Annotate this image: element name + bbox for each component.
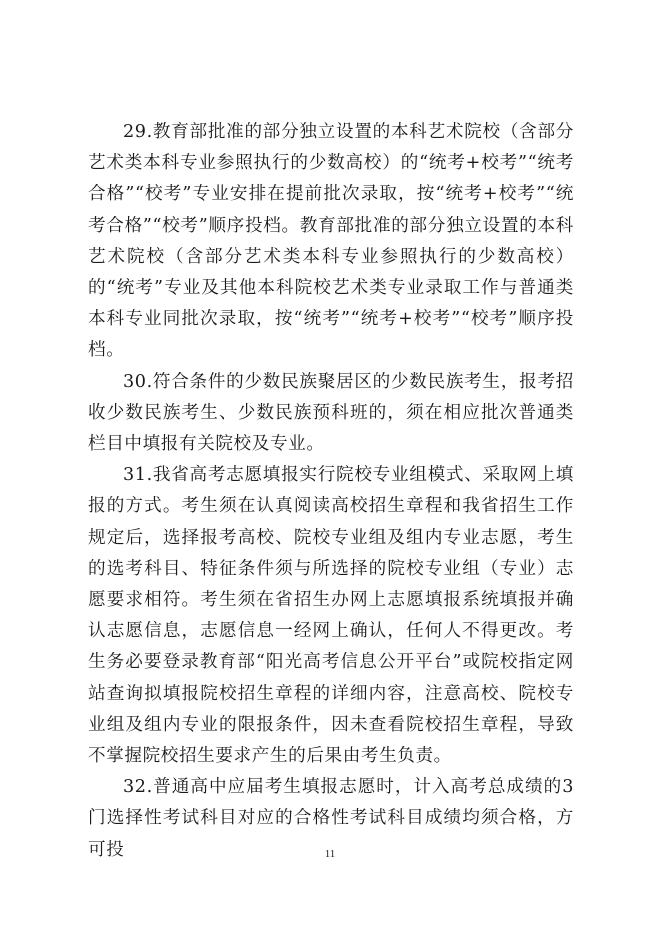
- paragraph-31: 31.我省高考志愿填报实行院校专业组模式、采取网上填报的方式。考生须在认真阅读高校招生章程和我省招生工作规定后，选择报考高校、院校专业组及组内专业志愿，考生的选考科目、特征条件须与所选择的院校专业组（专业）志愿要求相符。考生须在省招生办网上志愿填报系统填报并确认志愿信息，志愿信息一经网上确认，任何人不得更改。考生务必要登录教育部“阳光高考信息公开平台”或院校指定网站查询拟填报院校招生章程的详细内容，注意高校、院校专业组及组内专业的限报条件，因未查看院校招生章程，导致不掌握院校招生要求产生的后果由考生负责。: [88, 465, 574, 767]
- paragraph-32: 32.普通高中应届考生填报志愿时，计入高考总成绩的3门选择性考试科目对应的合格性考试科目成绩均须合格，方可投: [88, 777, 574, 860]
- paragraph-29: 29.教育部批准的部分独立设置的本科艺术院校（含部分艺术类本科专业参照执行的少数高校）的“统考+校考”“统考合格”“校考”专业安排在提前批次录取，按“统考+校考”“统考合格”“校考”顺序投档。教育部批准的部分独立设置的本科艺术院校（含部分艺术类本科专业参照执行的少数高校）的“统考”专业及其他本科院校艺术类专业录取工作与普通类本科专业同批次录取，按“统考”“统考+校考”“校考”顺序投档。: [88, 122, 574, 361]
- page-number: 11: [324, 848, 336, 860]
- document-body: [88, 117, 574, 866]
- paragraph-30: 30.符合条件的少数民族聚居区的少数民族考生，报考招收少数民族考生、少数民族预科班的，须在相应批次普通类栏目中填报有关院校及专业。: [88, 371, 574, 455]
